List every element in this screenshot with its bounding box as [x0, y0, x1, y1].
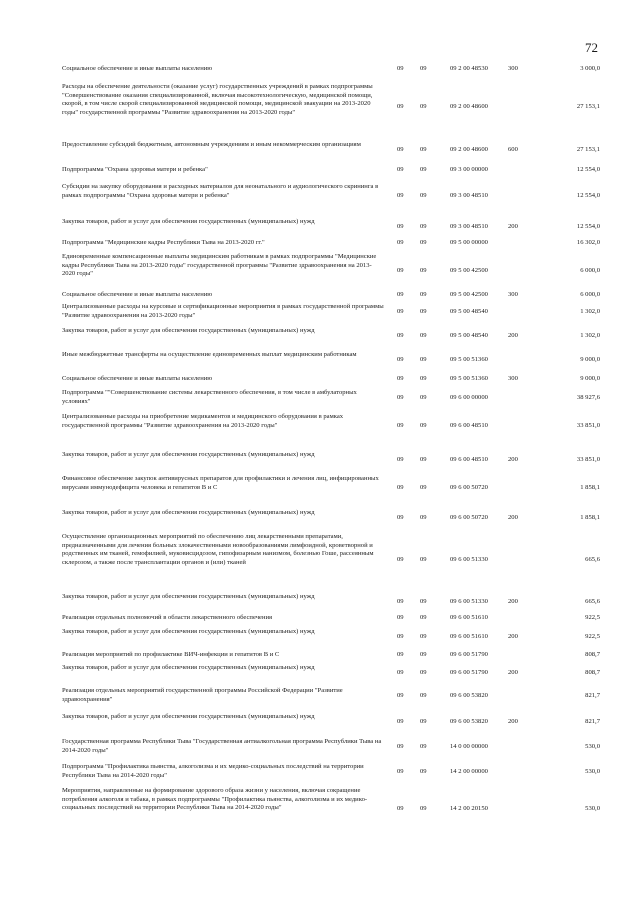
row-section-code: 09	[397, 291, 404, 299]
table-row	[0, 664, 640, 682]
table-row	[0, 183, 640, 210]
row-amount: 38 927,6	[576, 393, 600, 401]
row-name: Мероприятия, направленные на формирование здорового образа жизни у населения, включая сокращение потребления алкоголя и табака, в рамках подпрограммы "Профилактика пьянства, алкоголизма и их медико-социальных последствий на территории Республики Тыва на 2014-2020 годы"	[62, 787, 368, 812]
row-name: Централизованные расходы на курсовые и сертификационные мероприятия в рамках государственной программы "Развитие здравоохранения на 2013-2020 годы"	[62, 303, 384, 319]
row-name: Финансовое обеспечение закупок антивирусных препаратов для профилактики и лечения лиц, инфицированных вирусами иммунодефицита человека и гепатитов В и С	[62, 475, 379, 491]
row-subsection-code: 09	[420, 393, 427, 401]
row-amount: 12 554,0	[576, 166, 600, 174]
row-amount: 9 000,0	[580, 355, 600, 363]
row-name: Субсидии на закупку оборудования и расходных материалов для неонатального и аудиологического скрининга в рамках подпрограммы "Охрана здоровья матери и ребенка"	[62, 183, 379, 199]
table-row	[0, 787, 640, 832]
row-target-article: 09 6 00 51330	[450, 597, 488, 605]
row-expense-type	[508, 475, 530, 502]
row-target-article: 09 6 00 53820	[450, 717, 488, 725]
row-expense-type: 600	[508, 145, 518, 153]
row-target-article: 09 6 00 51790	[450, 668, 488, 676]
row-name: Закупка товаров, работ и услуг для обеспечения государственных (муниципальных) нужд	[62, 509, 315, 516]
row-subsection-code: 09	[420, 651, 427, 659]
row-amount: 530,0	[585, 742, 600, 750]
row-amount: 12 554,0	[576, 222, 600, 230]
row-subsection-code: 09	[420, 742, 427, 750]
row-target-article: 09 5 00 48540	[450, 307, 488, 315]
row-name: Закупка товаров, работ и услуг для обеспечения государственных (муниципальных) нужд	[62, 451, 315, 458]
row-amount: 16 302,0	[576, 239, 600, 247]
row-subsection-code: 09	[420, 691, 427, 699]
row-name: Подпрограмма "Профилактика пьянства, алкоголизма и их медико-социальных последствий на территории Республики Тыва на 2014-2020 годы"	[62, 763, 364, 779]
table-row	[0, 651, 640, 660]
row-subsection-code: 09	[420, 192, 427, 200]
row-subsection-code: 09	[420, 102, 427, 110]
row-target-article: 09 6 00 51610	[450, 614, 488, 622]
row-target-article: 09 5 00 00000	[450, 239, 488, 247]
row-subsection-code: 09	[420, 355, 427, 363]
row-subsection-code: 09	[420, 222, 427, 230]
row-section-code: 09	[397, 307, 404, 315]
row-subsection-code: 09	[420, 266, 427, 274]
row-section-code: 09	[397, 192, 404, 200]
row-target-article: 09 3 00 48510	[450, 222, 488, 230]
row-subsection-code: 09	[420, 717, 427, 725]
row-section-code: 09	[397, 513, 404, 521]
table-row	[0, 738, 640, 756]
row-name: Подпрограмма "Медицинские кадры Республики Тыва на 2013-2020 гг."	[62, 239, 265, 246]
row-section-code: 09	[397, 355, 404, 363]
table-row	[0, 253, 640, 289]
row-expense-type	[508, 651, 530, 660]
row-target-article: 09 6 00 51330	[450, 555, 488, 563]
row-section-code: 09	[397, 668, 404, 676]
row-target-article: 09 3 00 00000	[450, 166, 488, 174]
row-name: Реализация отдельных полномочий в области лекарственного обеспечения	[62, 614, 273, 621]
table-row	[0, 713, 640, 731]
row-target-article: 09 6 00 48510	[450, 422, 488, 430]
table-row	[0, 141, 640, 159]
row-subsection-code: 09	[420, 555, 427, 563]
row-subsection-code: 09	[420, 166, 427, 174]
row-expense-type: 200	[508, 717, 518, 725]
row-expense-type	[508, 614, 530, 623]
row-section-code: 09	[397, 597, 404, 605]
row-section-code: 09	[397, 239, 404, 247]
row-name: Закупка товаров, работ и услуг для обеспечения государственных (муниципальных) нужд	[62, 593, 315, 600]
row-expense-type	[508, 389, 530, 407]
row-amount: 808,7	[585, 651, 600, 659]
table-row	[0, 239, 640, 248]
row-section-code: 09	[397, 651, 404, 659]
table-row	[0, 218, 640, 236]
row-expense-type	[508, 83, 530, 131]
row-section-code: 09	[397, 266, 404, 274]
row-target-article: 09 6 00 53820	[450, 691, 488, 699]
table-row	[0, 166, 640, 175]
row-section-code: 09	[397, 742, 404, 750]
row-expense-type	[508, 738, 530, 756]
row-amount: 665,6	[585, 555, 600, 563]
table-row	[0, 389, 640, 407]
row-section-code: 09	[397, 767, 404, 775]
row-section-code: 09	[397, 102, 404, 110]
row-expense-type: 200	[508, 455, 518, 463]
row-subsection-code: 09	[420, 632, 427, 640]
row-expense-type: 300	[508, 375, 518, 383]
row-expense-type: 300	[508, 291, 518, 299]
table-row	[0, 451, 640, 469]
row-subsection-code: 09	[420, 145, 427, 153]
row-target-article: 09 2 00 48600	[450, 145, 488, 153]
row-name: Подпрограмма ""Совершенствование системы лекарственного обеспечения, в том числе в амбулаторных условиях"	[62, 389, 357, 405]
row-subsection-code: 09	[420, 331, 427, 339]
table-row	[0, 763, 640, 781]
row-amount: 33 851,0	[576, 422, 600, 430]
row-amount: 27 153,1	[576, 145, 600, 153]
table-row	[0, 413, 640, 440]
row-subsection-code: 09	[420, 668, 427, 676]
row-target-article: 09 3 00 48510	[450, 192, 488, 200]
row-target-article: 09 5 00 51360	[450, 355, 488, 363]
row-section-code: 09	[397, 166, 404, 174]
row-name: Закупка товаров, работ и услуг для обеспечения государственных (муниципальных) нужд	[62, 713, 315, 720]
row-subsection-code: 09	[420, 239, 427, 247]
row-subsection-code: 09	[420, 805, 427, 813]
row-name: Государственная программа Республики Тыва "Государственная антиалкогольная программа Республики Тыва на 2014-2020 годы"	[62, 738, 382, 754]
row-amount: 3 000,0	[580, 65, 600, 73]
row-subsection-code: 09	[420, 375, 427, 383]
row-amount: 33 851,0	[576, 455, 600, 463]
table-row	[0, 65, 640, 74]
row-section-code: 09	[397, 632, 404, 640]
row-target-article: 09 2 00 48530	[450, 65, 488, 73]
row-name: Социальное обеспечение и иные выплаты населению	[62, 65, 213, 72]
row-target-article: 14 0 00 00000	[450, 742, 488, 750]
row-name: Предоставление субсидий бюджетным, автономным учреждениям и иным некоммерческим организациям	[62, 141, 361, 148]
table-row	[0, 614, 640, 623]
row-expense-type	[508, 183, 530, 210]
row-name: Подпрограмма "Охрана здоровья матери и ребенка"	[62, 166, 208, 173]
row-subsection-code: 09	[420, 484, 427, 492]
row-amount: 1 302,0	[580, 331, 600, 339]
row-target-article: 09 6 00 51790	[450, 651, 488, 659]
row-name: Расходы на обеспечение деятельности (оказание услуг) государственных учреждений в рамках подпрограммы "Совершенствование оказания специализированной, включая высокотехнологическую, медицинской помощи, скорой, в том числе скорой специализированной медицинской помощи, медицинской эвакуации на 2013-2020 годы" государственной программы "Развитие здравоохранения на 2013-2020 годы"	[62, 83, 373, 116]
row-amount: 6 000,0	[580, 291, 600, 299]
row-expense-type	[508, 253, 530, 289]
row-name: Закупка товаров, работ и услуг для обеспечения государственных (муниципальных) нужд	[62, 628, 315, 635]
table-row	[0, 327, 640, 345]
row-expense-type: 200	[508, 632, 518, 640]
row-name: Социальное обеспечение и иные выплаты населению	[62, 375, 213, 382]
row-target-article: 09 5 00 51360	[450, 375, 488, 383]
row-subsection-code: 09	[420, 597, 427, 605]
row-expense-type: 200	[508, 331, 518, 339]
row-name: Социальное обеспечение и иные выплаты населению	[62, 291, 213, 298]
row-expense-type: 300	[508, 65, 518, 73]
row-expense-type: 200	[508, 222, 518, 230]
row-amount: 808,7	[585, 668, 600, 676]
row-expense-type	[508, 303, 530, 321]
row-amount: 12 554,0	[576, 192, 600, 200]
row-expense-type	[508, 763, 530, 781]
row-expense-type: 200	[508, 668, 518, 676]
row-section-code: 09	[397, 145, 404, 153]
table-row	[0, 687, 640, 705]
table-row	[0, 351, 640, 369]
table-row	[0, 291, 640, 300]
row-amount: 922,5	[585, 614, 600, 622]
row-target-article: 14 2 00 20150	[450, 805, 488, 813]
row-name: Закупка товаров, работ и услуг для обеспечения государственных (муниципальных) нужд	[62, 218, 315, 225]
row-section-code: 09	[397, 691, 404, 699]
row-amount: 665,6	[585, 597, 600, 605]
row-expense-type	[508, 166, 530, 175]
row-section-code: 09	[397, 393, 404, 401]
row-target-article: 14 2 00 00000	[450, 767, 488, 775]
row-name: Реализация мероприятий по профилактике ВИЧ-инфекции и гепатитов В и С	[62, 651, 280, 658]
row-expense-type	[508, 787, 530, 832]
row-expense-type	[508, 533, 530, 587]
row-expense-type	[508, 413, 530, 440]
row-section-code: 09	[397, 805, 404, 813]
table-row	[0, 509, 640, 527]
table-row	[0, 593, 640, 611]
row-subsection-code: 09	[420, 65, 427, 73]
row-target-article: 09 5 00 42500	[450, 291, 488, 299]
row-section-code: 09	[397, 717, 404, 725]
row-section-code: 09	[397, 422, 404, 430]
row-target-article: 09 6 00 51610	[450, 632, 488, 640]
row-name: Иные межбюджетные трансферты на осуществление единовременных выплат медицинским работникам	[62, 351, 357, 358]
row-target-article: 09 6 00 50720	[450, 484, 488, 492]
row-amount: 821,7	[585, 717, 600, 725]
row-expense-type	[508, 351, 530, 369]
row-target-article: 09 5 00 42500	[450, 266, 488, 274]
row-name: Закупка товаров, работ и услуг для обеспечения государственных (муниципальных) нужд	[62, 327, 315, 334]
row-name: Централизованные расходы на приобретение медикаментов и медицинского оборудования в рамках государственной программы "Развитие здравоохранения на 2013-2020 годы"	[62, 413, 344, 429]
row-expense-type: 200	[508, 513, 518, 521]
row-section-code: 09	[397, 455, 404, 463]
row-subsection-code: 09	[420, 614, 427, 622]
row-expense-type	[508, 239, 530, 248]
row-amount: 1 302,0	[580, 307, 600, 315]
table-row	[0, 628, 640, 646]
row-section-code: 09	[397, 484, 404, 492]
row-subsection-code: 09	[420, 767, 427, 775]
row-subsection-code: 09	[420, 513, 427, 521]
row-name: Единовременные компенсационные выплаты медицинским работникам в рамках подпрограммы "Медицинские кадры Республики Тыва на 2013-2020 годы" государственной программы "Развитие здравоохранения на 2013-2020 годы"	[62, 253, 377, 278]
row-amount: 530,0	[585, 805, 600, 813]
row-name: Осуществление организационных мероприятий по обеспечению лиц лекарственными препаратами, предназначенными для лечения больных злокачественными новообразованиями лимфоидной, кроветворной и родственных им тканей, гемофилией, муковисцидозом, гипофизарным нанизмом, болезнью Гоше, рассеянным склерозом, а также после трансплантации органов и (или) тканей	[62, 533, 374, 566]
row-amount: 922,5	[585, 632, 600, 640]
row-name: Закупка товаров, работ и услуг для обеспечения государственных (муниципальных) нужд	[62, 664, 315, 671]
row-amount: 9 000,0	[580, 375, 600, 383]
row-section-code: 09	[397, 375, 404, 383]
row-target-article: 09 2 00 48600	[450, 102, 488, 110]
row-target-article: 09 6 00 50720	[450, 513, 488, 521]
row-section-code: 09	[397, 65, 404, 73]
row-amount: 1 858,1	[580, 484, 600, 492]
row-target-article: 09 5 00 48540	[450, 331, 488, 339]
row-target-article: 09 6 00 00000	[450, 393, 488, 401]
row-name: Реализация отдельных мероприятий государственной программы Российской Федерации "Развитие здравоохранения"	[62, 687, 343, 703]
table-row	[0, 375, 640, 384]
row-amount: 821,7	[585, 691, 600, 699]
row-subsection-code: 09	[420, 291, 427, 299]
row-section-code: 09	[397, 222, 404, 230]
row-section-code: 09	[397, 614, 404, 622]
row-amount: 530,0	[585, 767, 600, 775]
row-section-code: 09	[397, 331, 404, 339]
row-amount: 6 000,0	[580, 266, 600, 274]
row-amount: 27 153,1	[576, 102, 600, 110]
row-subsection-code: 09	[420, 307, 427, 315]
row-target-article: 09 6 00 48510	[450, 455, 488, 463]
table-row	[0, 303, 640, 321]
row-section-code: 09	[397, 555, 404, 563]
page-number: 72	[585, 40, 598, 55]
row-expense-type	[508, 687, 530, 705]
table-row	[0, 475, 640, 502]
row-subsection-code: 09	[420, 422, 427, 430]
row-amount: 1 858,1	[580, 513, 600, 521]
row-subsection-code: 09	[420, 455, 427, 463]
table-row	[0, 83, 640, 131]
row-expense-type: 200	[508, 597, 518, 605]
table-row	[0, 533, 640, 587]
